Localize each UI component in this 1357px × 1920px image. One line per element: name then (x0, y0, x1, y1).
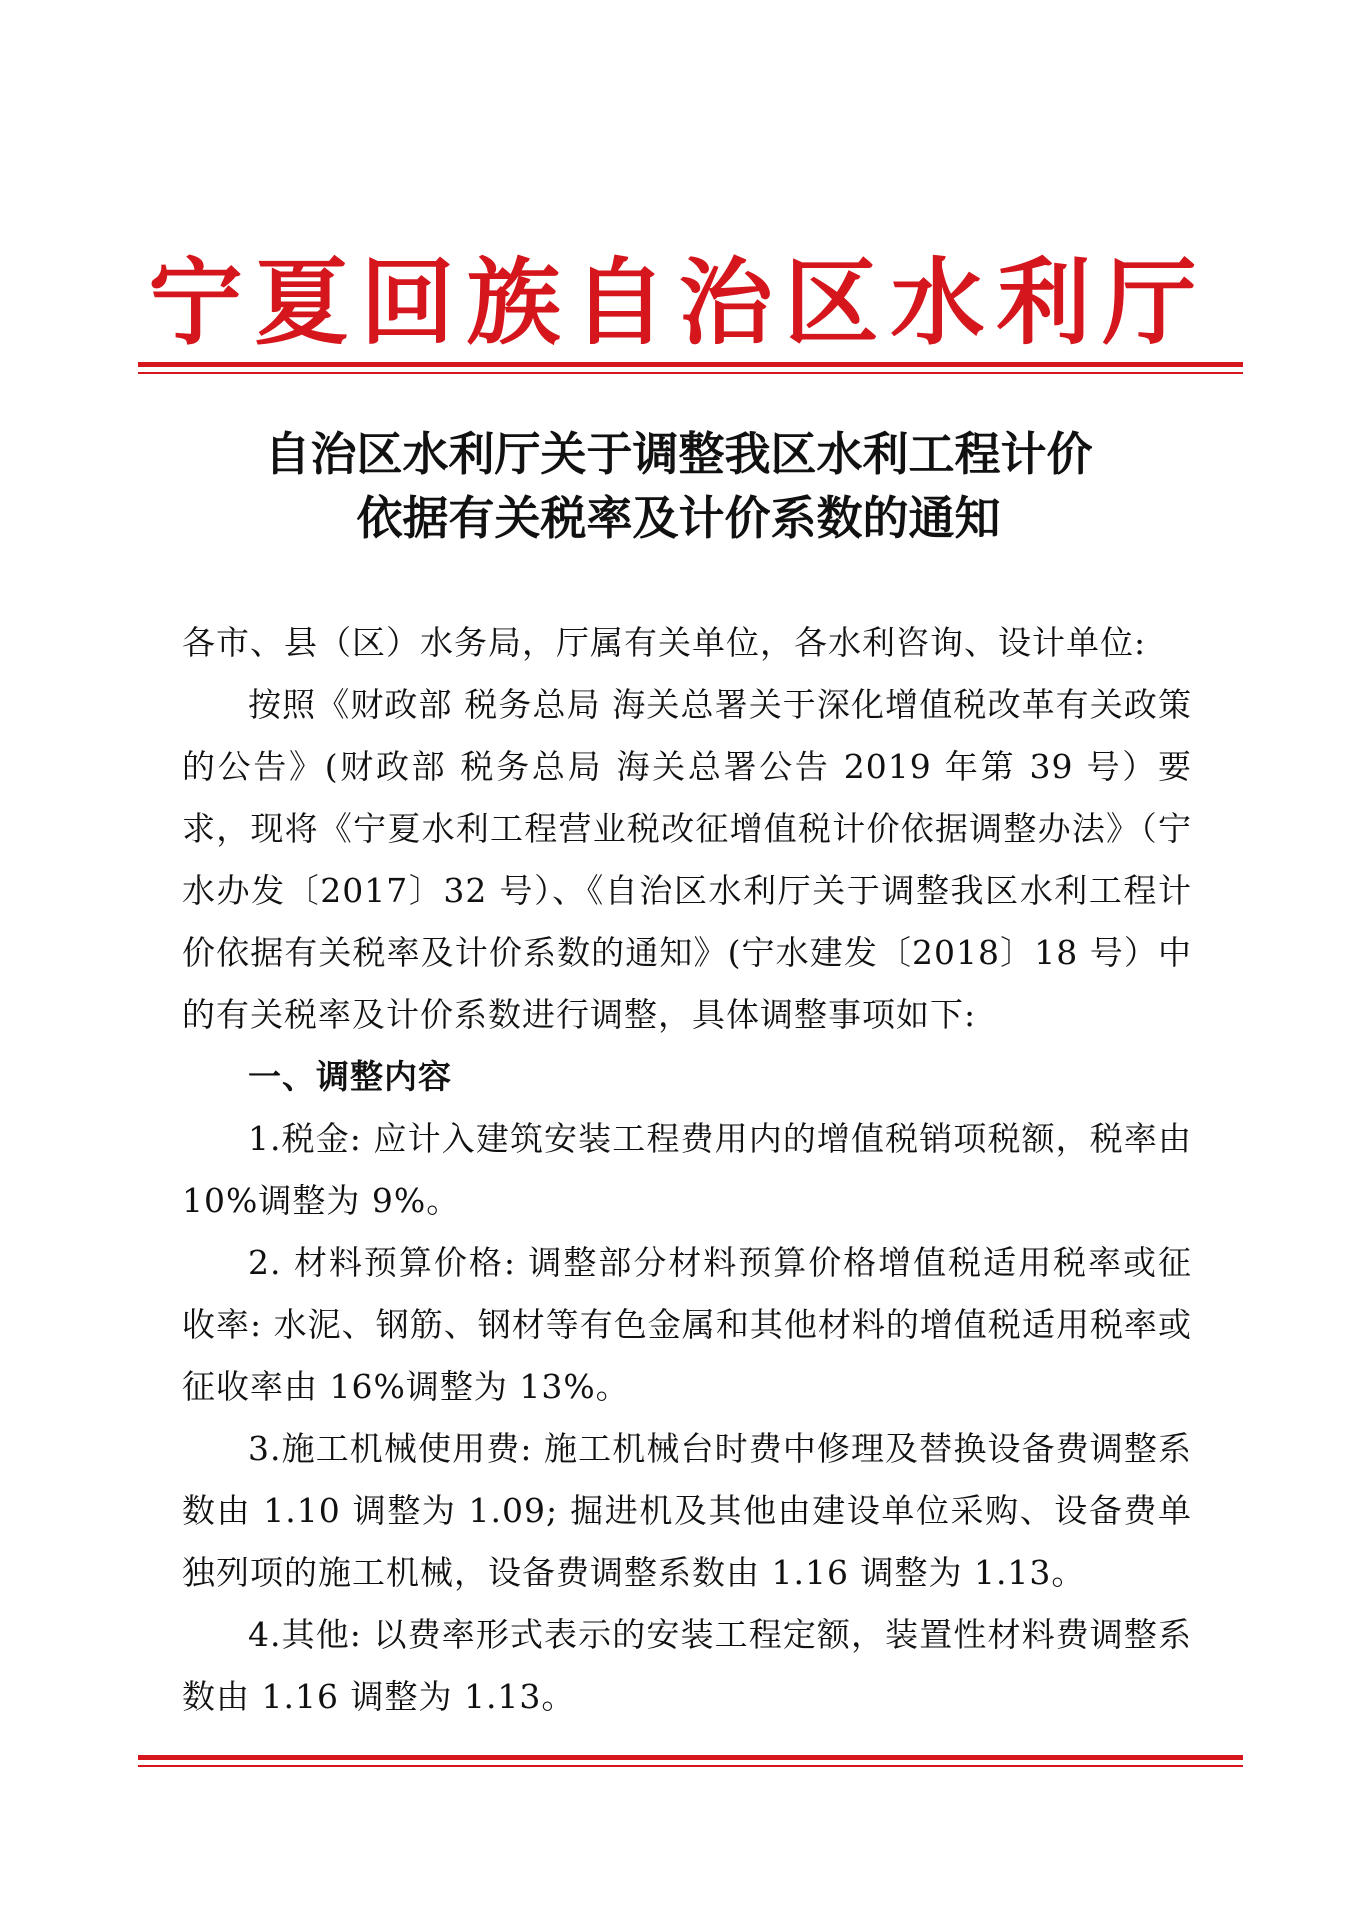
document-title (0, 422, 1357, 550)
masthead-org-name: 宁夏回族自治区水利厅 (148, 248, 1209, 358)
footer-rule-thin (138, 1765, 1243, 1767)
masthead-rule-thin (138, 372, 1243, 374)
item-material-price: 2. 材料预算价格: 调整部分材料预算价格增值税适用税率或征收率: 水泥、钢筋、钢材等有色金属和其他材料的增值税适用税率或征收率由 16%调整为 13%。 (182, 1243, 1192, 1406)
intro-paragraph: 按照《财政部 税务总局 海关总署关于深化增值税改革有关政策的公告》(财政部 税务总局 海关总署公告 2019 年第 39 号）要求，现将《宁夏水利工程营业税改征增值税计价依据调整办法》（宁水办发〔2017〕32 号）、《自治区水利厅关于调整我区水利工程计价依据有关税率及计价系数的通知》(宁水建发〔2018〕18 号）中的有关税率及计价系数进行调整，具体调整事项如下: (182, 685, 1192, 1034)
item-tax: 1.税金: 应计入建筑安装工程费用内的增值税销项税额，税率由 10%调整为 9%。 (182, 1119, 1192, 1220)
section-heading-adjustments: 一、调整内容 (248, 1057, 452, 1096)
salutation: 各市、县（区）水务局，厅属有关单位，各水利咨询、设计单位: (182, 623, 1147, 662)
item-machinery-cost: 3.施工机械使用费: 施工机械台时费中修理及替换设备费调整系数由 1.10 调整为 1.09; 掘进机及其他由建设单位采购、设备费单独列项的施工机械，设备费调整系数由 1.16 调整为 1.13。 (182, 1429, 1192, 1592)
document-body (182, 612, 1192, 1728)
footer-rule-thick (138, 1755, 1243, 1760)
document-title-line-1: 自治区水利厅关于调整我区水利工程计价 (264, 427, 1093, 481)
document-title-line-2: 依据有关税率及计价系数的通知 (356, 491, 1001, 545)
item-other: 4.其他: 以费率形式表示的安装工程定额，装置性材料费调整系数由 1.16 调整为 1.13。 (182, 1615, 1192, 1716)
masthead-rule-thick (138, 362, 1243, 367)
